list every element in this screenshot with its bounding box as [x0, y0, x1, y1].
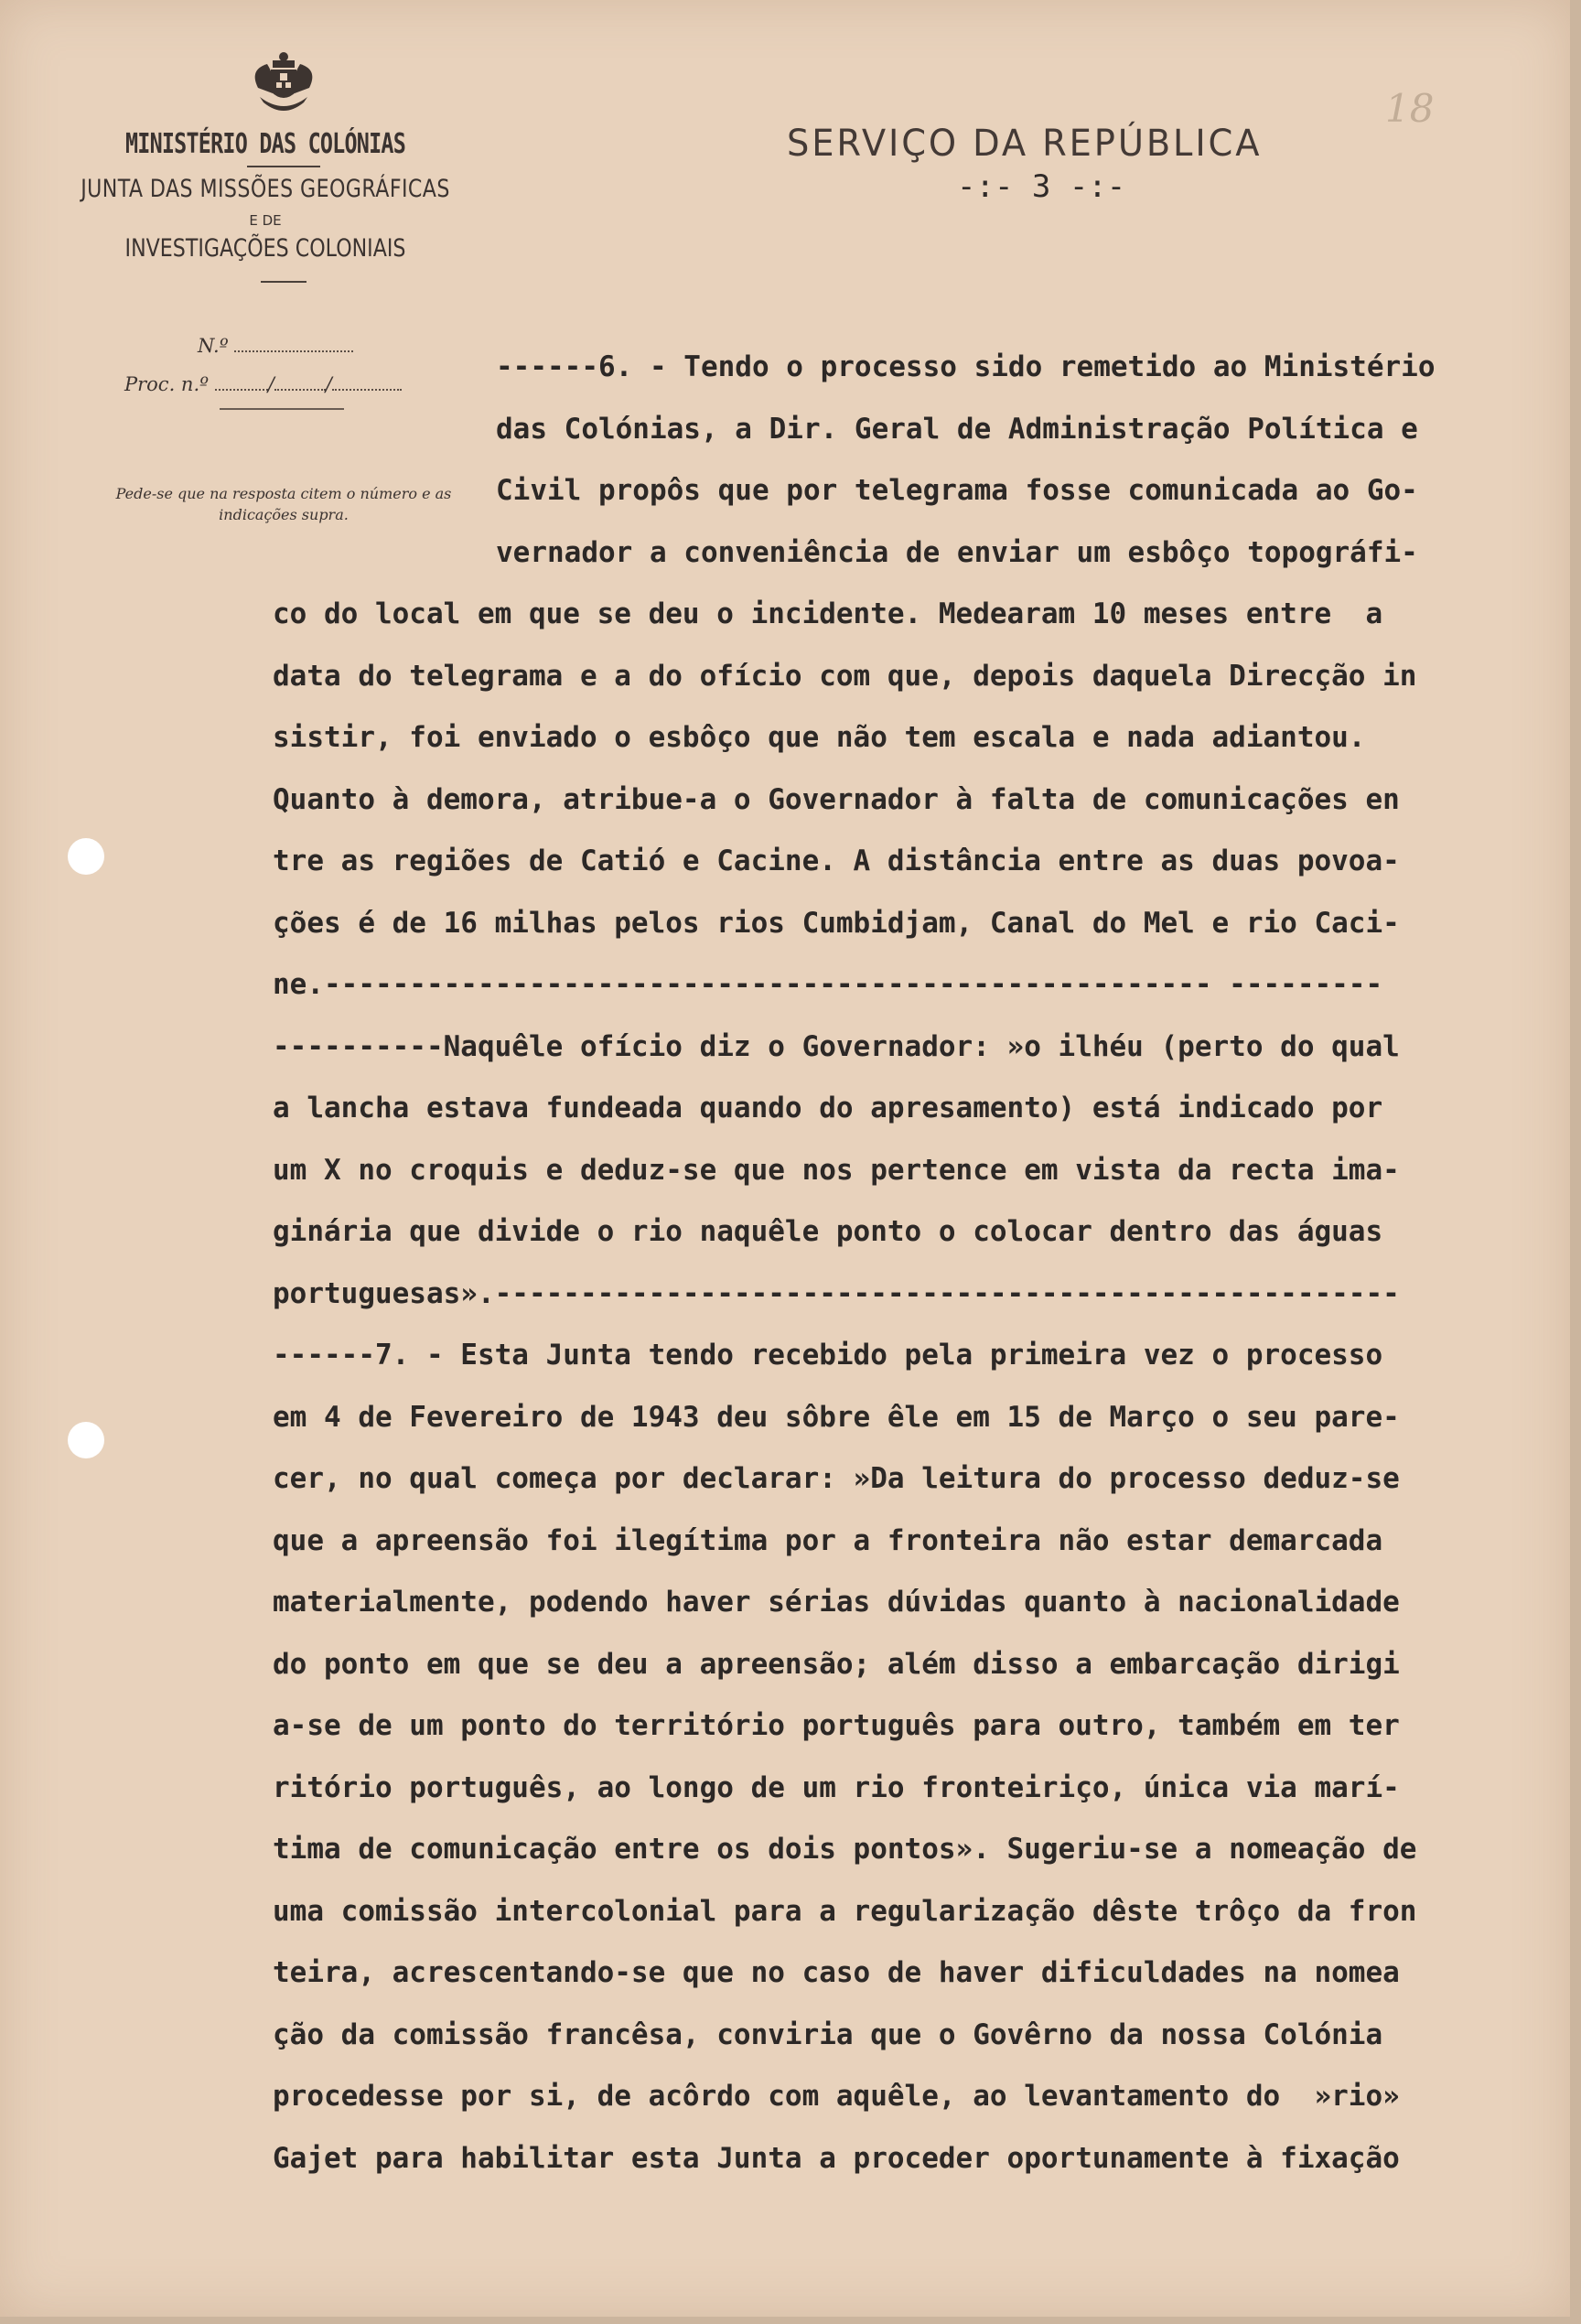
text-line: ----------Naquêle ofício diz o Governador: »o ilhéu (perto do qual — [273, 1029, 1400, 1063]
text-line: tre as regiões de Catió e Cacine. A distância entre as duas povoa- — [273, 845, 1400, 877]
text-line: ritório português, ao longo de um rio fronteiriço, única via marí- — [273, 1770, 1400, 1804]
text-line: que a apreensão foi ilegítima por a fronteira não estar demarcada — [273, 1523, 1383, 1557]
text-line: teira, acrescentando-se que no caso de haver dificuldades na nomea — [273, 1956, 1400, 1989]
text-line: a lancha estava fundeada quando do apresamento) está indicado por — [273, 1092, 1383, 1124]
coat-of-arms-icon — [240, 51, 328, 121]
pencil-annotation: 18 — [1385, 86, 1435, 131]
text-line: Quanto à demora, atribue-a o Governador à falta de comunicações en — [273, 782, 1400, 816]
text-line: co do local em que se deu o incidente. Medearam 10 meses entre a — [273, 597, 1383, 630]
ministry-name: MINISTÉRIO DAS COLÓNIAS — [124, 128, 406, 160]
punch-hole — [68, 1422, 104, 1458]
text-line: em 4 de Fevereiro de 1943 deu sôbre êle em 15 de Março o seu pare- — [273, 1400, 1400, 1434]
text-line: do ponto em que se deu a apreensão; além disso a embarcação dirigi — [273, 1647, 1400, 1681]
text-line: ------6. - Tendo o processo sido remetido ao Ministério — [496, 350, 1436, 383]
body-text — [273, 337, 1517, 2190]
text-line: vernador a conveniência de enviar um esbôço topográfi- — [496, 535, 1418, 569]
text-line: um X no croquis e deduz-se que nos pertence em vista da recta ima- — [273, 1153, 1400, 1187]
text-line: procedesse por si, de acôrdo com aquêle, ao levantamento do »rio» — [273, 2080, 1400, 2113]
text-line: a-se de um ponto do território português para outro, também em ter — [273, 1709, 1400, 1742]
process-label: Proc. n.º — [124, 373, 209, 395]
text-line: ginária que divide o rio naquêle ponto o colocar dentro das águas — [273, 1215, 1383, 1248]
text-line: cer, no qual começa por declarar: »Da leitura do processo deduz-se — [273, 1462, 1400, 1495]
text-line: materialmente, podendo haver sérias dúvidas quanto à nacionalidade — [273, 1586, 1400, 1619]
text-line: ção da comissão francêsa, conviria que o Govêrno da nossa Colónia — [273, 2017, 1383, 2051]
text-line: Gajet para habilitar esta Junta a proceder oportunamente à fixação — [273, 2141, 1400, 2175]
text-line: ções é de 16 milhas pelos rios Cumbidjam, Canal do Mel e rio Caci- — [273, 906, 1400, 940]
text-line: portuguesas».----------------------------------------------------- — [273, 1276, 1400, 1310]
document-title: SERVIÇO DA REPÚBLICA — [787, 123, 1263, 165]
text-line: tima de comunicação entre os dois pontos». Sugeriu-se a nomeação de — [273, 1833, 1417, 1866]
letterhead-rule — [261, 281, 307, 283]
text-line: ne.---------------------------------------------------- --------- — [273, 968, 1383, 1001]
text-line: data do telegrama e a do ofício com que, depois daquela Direcção in — [273, 659, 1417, 693]
investigations-name: INVESTIGAÇÕES COLONIAIS — [124, 234, 406, 263]
dotted-line — [215, 387, 268, 391]
process-field: Proc. n.º / / — [124, 373, 457, 395]
letterhead — [73, 128, 494, 283]
text-line: Civil propôs que por telegrama fosse comunicada ao Go- — [496, 474, 1418, 507]
text-line: das Colónias, a Dir. Geral de Administração Política e — [496, 412, 1418, 446]
text-line: ------7. - Esta Junta tendo recebido pela primeira vez o processo — [273, 1339, 1383, 1372]
text-line: sistir, foi enviado o esbôço que não tem escala e nada adiantou. — [273, 721, 1366, 754]
reply-note: Pede-se que na resposta citem o número e as indicações supra. — [115, 485, 452, 523]
junta-name: JUNTA DAS MISSÕES GEOGRÁFICAS — [81, 175, 450, 203]
punch-hole — [68, 838, 104, 875]
conjunction: E DE — [249, 212, 282, 229]
letterhead-rule — [247, 166, 320, 167]
page-number: -:- 3 -:- — [957, 168, 1126, 205]
number-label: N.º — [198, 335, 229, 357]
text-line: uma comissão intercolonial para a regularização dêste trôço da fron — [273, 1894, 1417, 1928]
